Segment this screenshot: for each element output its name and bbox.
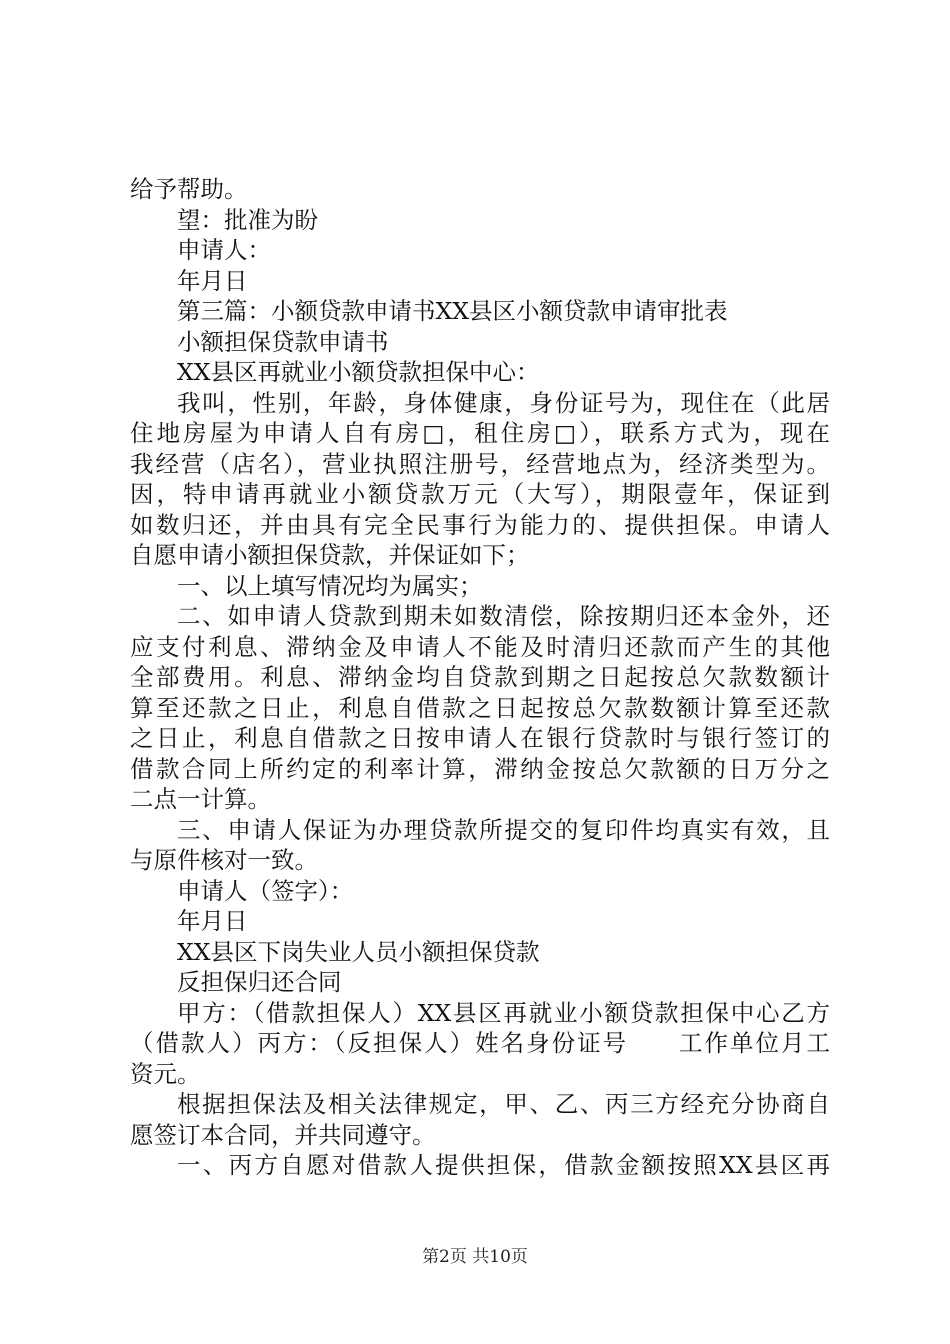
text-line: 一、以上填写情况均为属实；: [177, 571, 483, 600]
text-line: 二点一计算。: [130, 785, 271, 813]
text-line: （借款人）丙方：（反担保人）姓名身份证号 工作单位月工: [130, 1029, 830, 1057]
text-line: 应支付利息、滞纳金及申请人不能及时清归还款而产生的其他: [130, 632, 830, 661]
text-line: 与原件核对一致。: [130, 846, 318, 874]
text-line: 年月日: [177, 907, 248, 935]
text-line: 一、丙方自愿对借款人提供担保，借款金额按照XX县区再: [177, 1151, 830, 1179]
text-line: 我叫，性别，年龄，身体健康，身份证号为，现住在（此居: [177, 388, 830, 417]
text-line: 因，特申请再就业小额贷款万元（大写），期限壹年，保证到: [130, 480, 830, 508]
text-line: 反担保归还合同: [177, 968, 342, 996]
page-footer: 第2页 共10页: [422, 1247, 528, 1267]
text-line: 自愿申请小额担保贷款，并保证如下；: [130, 541, 530, 569]
text-line: 三、申请人保证为办理贷款所提交的复印件均真实有效，且: [177, 815, 830, 844]
text-line: 借款合同上所约定的利率计算，滞纳金按总欠款额的日万分之: [130, 754, 830, 783]
text-line: 申请人（签字）：: [177, 876, 354, 905]
text-line: 小额担保贷款申请书: [177, 327, 389, 356]
text-line: 第三篇：小额贷款申请书XX县区小额贷款申请审批表: [177, 297, 728, 325]
text-line: 算至还款之日止，利息自借款之日起按总欠款数额计算至还款: [130, 693, 830, 722]
text-line: XX县区下岗失业人员小额担保贷款: [177, 937, 540, 966]
text-line: 资元。: [130, 1059, 201, 1088]
text-line: 之日止，利息自借款之日按申请人在银行贷款时与银行签订的: [130, 724, 830, 752]
text-line: 甲方：（借款担保人）XX县区再就业小额贷款担保中心乙方: [177, 998, 830, 1027]
text-line: 如数归还，并由具有完全民事行为能力的、提供担保。申请人: [130, 510, 830, 539]
text-line: 住地房屋为申请人自有房□，租住房□），联系方式为，现在: [130, 419, 830, 447]
text-line: 给予帮助。: [130, 175, 248, 203]
text-line: XX县区再就业小额贷款担保中心：: [177, 358, 540, 386]
text-line: 申请人：: [177, 236, 271, 264]
document-body: [130, 174, 830, 1181]
text-line: 我经营（店名），营业执照注册号，经营地点为，经济类型为。: [130, 449, 830, 478]
text-line: 年月日: [177, 266, 248, 295]
text-line: 全部费用。利息、滞纳金均自贷款到期之日起按总欠款数额计: [130, 663, 830, 691]
text-line: 望：批准为盼: [177, 205, 318, 234]
text-line: 根据担保法及相关法律规定，甲、乙、丙三方经充分协商自: [177, 1090, 830, 1118]
text-line: 二、如申请人贷款到期未如数清偿，除按期归还本金外，还: [177, 602, 830, 630]
text-line: 愿签订本合同，并共同遵守。: [130, 1120, 436, 1149]
